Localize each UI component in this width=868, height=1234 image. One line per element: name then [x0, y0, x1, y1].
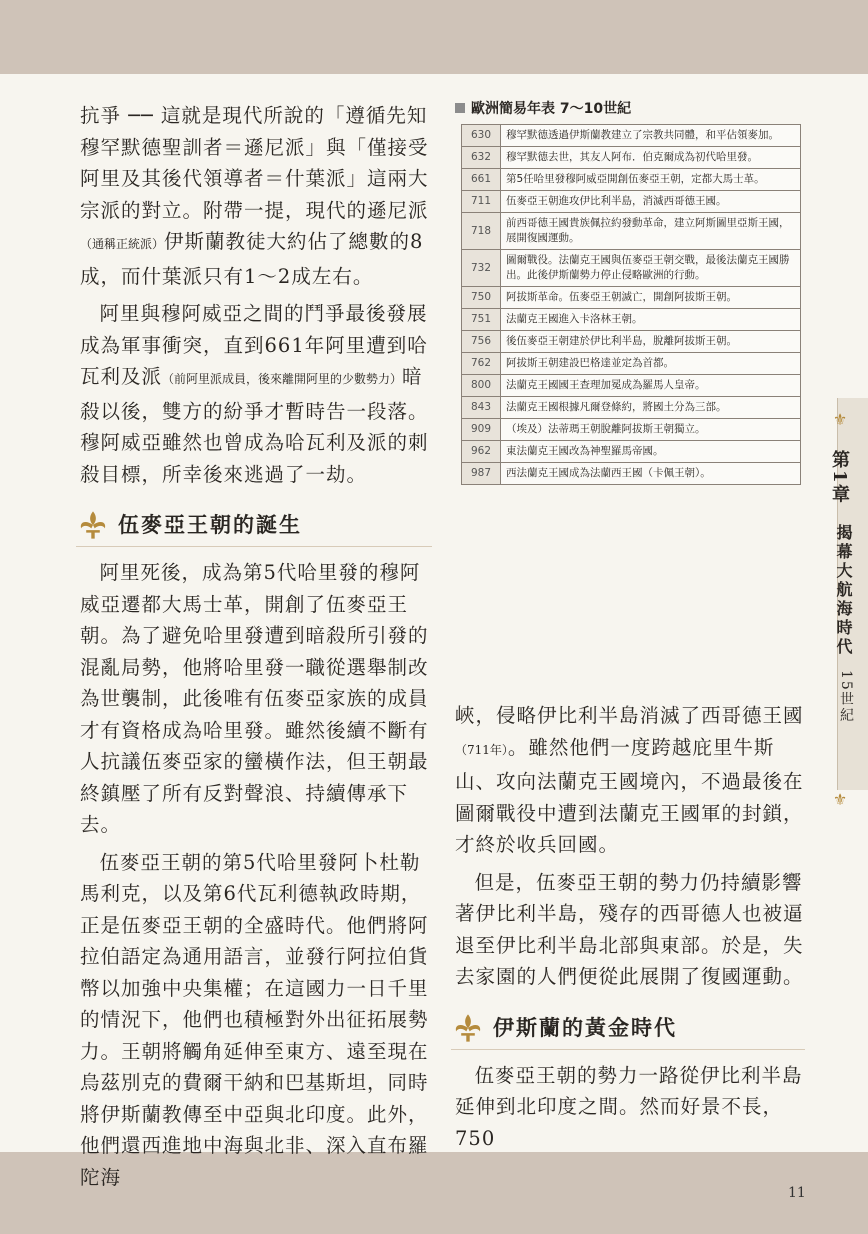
timeline-year: 843 — [462, 397, 501, 419]
fleur-ornament-icon: ⚜ — [832, 410, 848, 429]
timeline-row — [462, 375, 801, 397]
timeline-event: 前西哥德王國貴族佩拉約發動革命，建立阿斯圖里亞斯王國，展開復國運動。 — [501, 213, 801, 250]
timeline-row — [462, 191, 801, 213]
timeline-row — [462, 397, 801, 419]
timeline-row — [462, 441, 801, 463]
timeline-year: 962 — [462, 441, 501, 463]
timeline-row — [462, 353, 801, 375]
timeline-year: 661 — [462, 169, 501, 191]
fleur-ornament-icon: ⚜ — [832, 790, 848, 809]
timeline-row — [462, 147, 801, 169]
timeline-year: 711 — [462, 191, 501, 213]
timeline-event: 伍麥亞王朝進攻伊比利半島，消滅西哥德王國。 — [501, 191, 801, 213]
scan-border-top — [0, 0, 868, 74]
timeline-year: 756 — [462, 331, 501, 353]
timeline-table — [461, 124, 801, 485]
right-text-column — [455, 700, 805, 1160]
timeline-event: 阿拔斯革命。伍麥亞王朝滅亡，開創阿拔斯王朝。 — [501, 287, 801, 309]
timeline-year: 718 — [462, 213, 501, 250]
timeline-box — [455, 98, 807, 485]
timeline-year: 800 — [462, 375, 501, 397]
timeline-year: 630 — [462, 125, 501, 147]
timeline-row — [462, 213, 801, 250]
page-number: 11 — [788, 1185, 806, 1201]
timeline-event: 第5任哈里發穆阿威亞開創伍麥亞王朝，定都大馬士革。 — [501, 169, 801, 191]
timeline-year: 751 — [462, 309, 501, 331]
chapter-label: 第1章 — [829, 450, 850, 505]
timeline-row — [462, 463, 801, 485]
square-bullet-icon — [455, 103, 465, 113]
timeline-row — [462, 169, 801, 191]
paragraph: 抗爭 ── 這就是現代所說的「遵循先知穆罕默德聖訓者＝遜尼派」與「僅接受阿里及其後代領導者＝什葉派」這兩大宗派的對立。附帶一提，現代的遜尼派（通稱正統派）伊斯蘭教徒大約佔了總數的8成，而什葉派只有1～2成左右。 — [80, 104, 429, 288]
timeline-year: 632 — [462, 147, 501, 169]
timeline-event: 阿拔斯王朝建設巴格達並定為首都。 — [501, 353, 801, 375]
section-heading — [76, 508, 432, 547]
timeline-event: 東法蘭克王國改為神聖羅馬帝國。 — [501, 441, 801, 463]
paragraph: 峽，侵略伊比利半島消滅了西哥德王國（711年）。雖然他們一度跨越庇里牛斯山、攻向法蘭克王國境內，不過最後在圖爾戰役中遭到法蘭克王國軍的封鎖，才終於收兵回國。 — [455, 704, 804, 856]
timeline-event: （埃及）法蒂瑪王朝脫離阿拔斯王朝獨立。 — [501, 419, 801, 441]
timeline-row — [462, 287, 801, 309]
heading-text: 伊斯蘭的黃金時代 — [493, 1014, 677, 1040]
paragraph: 伍麥亞王朝的勢力一路從伊比利半島延伸到北印度之間。然而好景不長，750 — [455, 1063, 803, 1150]
timeline-row — [462, 125, 801, 147]
timeline-row — [462, 331, 801, 353]
paragraph: 阿里與穆阿威亞之間的鬥爭最後發展成為軍事衝突，直到661年阿里遭到哈瓦利及派（前阿里派成員，後來離開阿里的少數勢力）暗殺以後，雙方的紛爭才暫時告一段落。穆阿威亞雖然也曾成為哈瓦利及派的刺殺目標，所幸後來逃過了一劫。 — [80, 302, 429, 486]
paragraph: 阿里死後，成為第5代哈里發的穆阿威亞遷都大馬士革，開創了伍麥亞王朝。為了避免哈里發遭到暗殺所引發的混亂局勢，他將哈里發一職從選舉制改為世襲制，此後唯有伍麥亞家族的成員才有資格成為哈里發。雖然後續不斷有人抗議伍麥亞家的蠻橫作法，但王朝最終鎮壓了所有反對聲浪、持續傳承下去。 — [80, 561, 429, 836]
timeline-year: 987 — [462, 463, 501, 485]
timeline-row — [462, 419, 801, 441]
timeline-year: 750 — [462, 287, 501, 309]
timeline-event: 穆罕默德去世，其友人阿布．伯克爾成為初代哈里發。 — [501, 147, 801, 169]
heading-text: 伍麥亞王朝的誕生 — [118, 512, 302, 538]
left-text-column — [80, 100, 432, 1199]
fleur-de-lis-icon — [451, 1011, 485, 1045]
timeline-year: 762 — [462, 353, 501, 375]
timeline-event: 穆罕默德透過伊斯蘭教建立了宗教共同體，和平佔領麥加。 — [501, 125, 801, 147]
timeline-row — [462, 309, 801, 331]
timeline-event: 圖爾戰役。法蘭克王國與伍麥亞王朝交戰，最後法蘭克王國勝出。此後伊斯蘭勢力停止侵略歐洲的行動。 — [501, 250, 801, 287]
timeline-row — [462, 250, 801, 287]
century-label: 15世紀 — [838, 670, 854, 724]
fleur-de-lis-icon — [76, 508, 110, 542]
chapter-title: 揭幕大航海時代 — [834, 524, 853, 657]
timeline-event: 法蘭克王國根據凡爾登條約，將國土分為三部。 — [501, 397, 801, 419]
paragraph: 伍麥亞王朝的第5代哈里發阿卜杜勒馬利克，以及第6代瓦利德執政時期，正是伍麥亞王朝的全盛時代。他們將阿拉伯語定為通用語言，並發行阿拉伯貨幣以加強中央集權；在這國力一日千里的情況下，他們也積極對外出征拓展勢力。王朝將觸角延伸至東方、遠至現在烏茲別克的費爾干納和巴基斯坦，同時將伊斯蘭教傳至中亞與北印度。此外，他們還西進地中海與北非、深入直布羅陀海 — [80, 850, 429, 1189]
timeline-year: 732 — [462, 250, 501, 287]
timeline-year: 909 — [462, 419, 501, 441]
section-heading — [451, 1011, 805, 1050]
timeline-event: 後伍麥亞王朝建於伊比利半島，脫離阿拔斯王朝。 — [501, 331, 801, 353]
timeline-event: 法蘭克王國國王查理加冕成為羅馬人皇帝。 — [501, 375, 801, 397]
timeline-event: 法蘭克王國進入卡洛林王朝。 — [501, 309, 801, 331]
timeline-title: 歐洲簡易年表 7～10世紀 — [455, 98, 807, 118]
timeline-event: 西法蘭克王國成為法蘭西王國（卡佩王朝）。 — [501, 463, 801, 485]
paragraph: 但是，伍麥亞王朝的勢力仍持續影響著伊比利半島，殘存的西哥德人也被逼退至伊比利半島北部與東部。於是，失去家園的人們便從此展開了復國運動。 — [455, 870, 804, 988]
